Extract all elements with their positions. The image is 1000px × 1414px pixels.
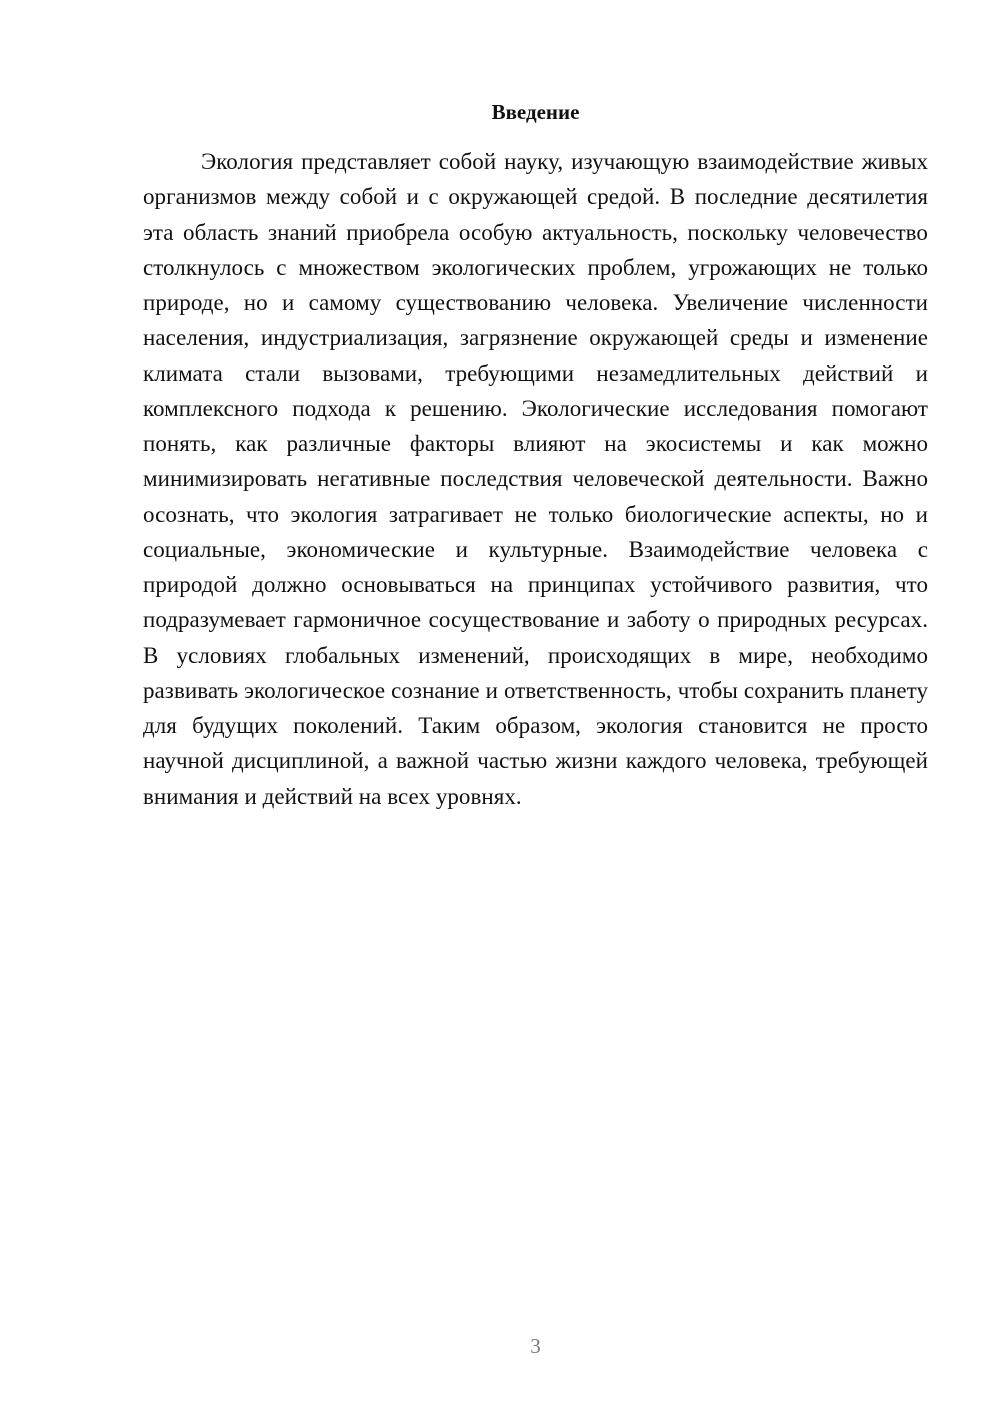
body-paragraph: Экология представляет собой науку, изучающую взаимодействие живых организмов между собой и с окружающей средой. В последние десятилетия эта область знаний приобрела особую актуальность, поскольку человечество столкнулось с множеством экологических проблем, угрожающих не только природе, но и самому существованию человека. Увеличение численности населения, индустриализация, загрязнение окружающей среды и изменение климата стали вызовами, требующими незамедлительных действий и комплексного подхода к решению. Экологические исследования помогают понять, как различные факторы влияют на экосистемы и как можно минимизировать негативные последствия человеческой деятельности. Важно осознать, что экология затрагивает не только биологические аспекты, но и социальные, экономические и культурные. Взаимодействие человека с природой должно основываться на принципах устойчивого развития, что подразумевает гармоничное сосуществование и заботу о природных ресурсах. В условиях глобальных изменений, происходящих в мире, необходимо развивать экологическое сознание и ответственность, чтобы сохранить планету для будущих поколений. Таким образом, экология становится не просто научной дисциплиной, а важной частью жизни каждого человека, требующей внимания и действий на всех уровнях. [143, 149, 928, 809]
page-number: 3 [530, 1334, 541, 1358]
section-heading: Введение [491, 100, 580, 124]
